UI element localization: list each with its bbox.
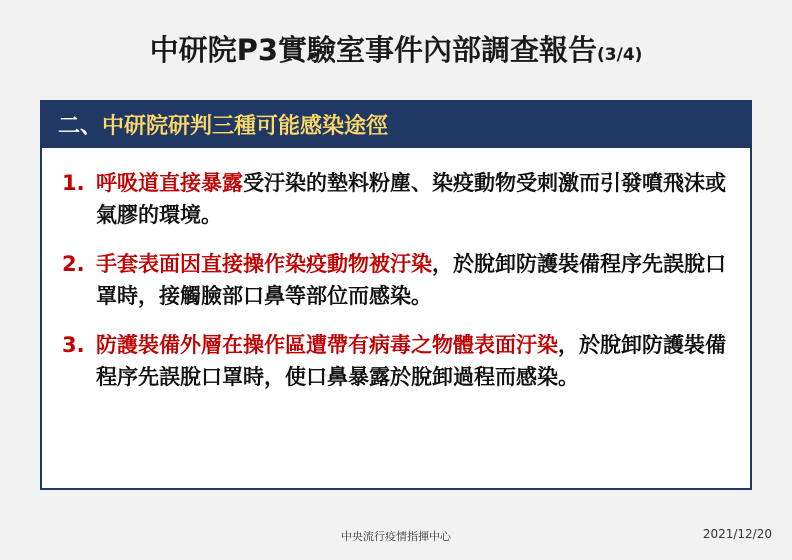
list-item-number: 1. — [62, 171, 85, 195]
list-item-rest: 受汙染的墊料粉塵、染疫動物受刺激而引發噴飛沫或氣膠的環境。 — [96, 171, 726, 227]
section-heading: 中研院研判三種可能感染途徑 — [102, 113, 389, 139]
list-item — [62, 330, 730, 393]
list-item-number: 3. — [62, 333, 85, 357]
infection-route-list — [40, 148, 752, 490]
list-item-text — [96, 168, 730, 231]
page-title-sub: (3/4) — [597, 45, 643, 65]
page-title-main: 中研院P3實驗室事件內部調查報告 — [149, 33, 598, 67]
page-title — [0, 28, 792, 69]
list-item-highlight: 手套表面因直接操作染疫動物被汙染 — [96, 252, 432, 276]
list-item — [62, 249, 730, 312]
list-item-rest: ，於脫卸防護裝備程序先誤脫口罩時，接觸臉部口鼻等部位而感染。 — [96, 252, 726, 308]
list-item — [62, 168, 730, 231]
footer-date: 2021/12/20 — [702, 527, 772, 541]
footer-organization: 中央流行疫情指揮中心 — [341, 530, 451, 543]
section-number: 二、 — [58, 113, 103, 139]
section-header — [40, 100, 752, 148]
list-item-rest: ，於脫卸防護裝備程序先誤脫口罩時，使口鼻暴露於脫卸過程而感染。 — [96, 333, 726, 389]
list-item-text — [96, 330, 730, 393]
list-item-number: 2. — [62, 252, 85, 276]
list-item-highlight: 呼吸道直接暴露 — [96, 171, 243, 195]
list-item-text — [96, 249, 730, 312]
list-item-highlight: 防護裝備外層在操作區遭帶有病毒之物體表面汙染 — [96, 333, 558, 357]
